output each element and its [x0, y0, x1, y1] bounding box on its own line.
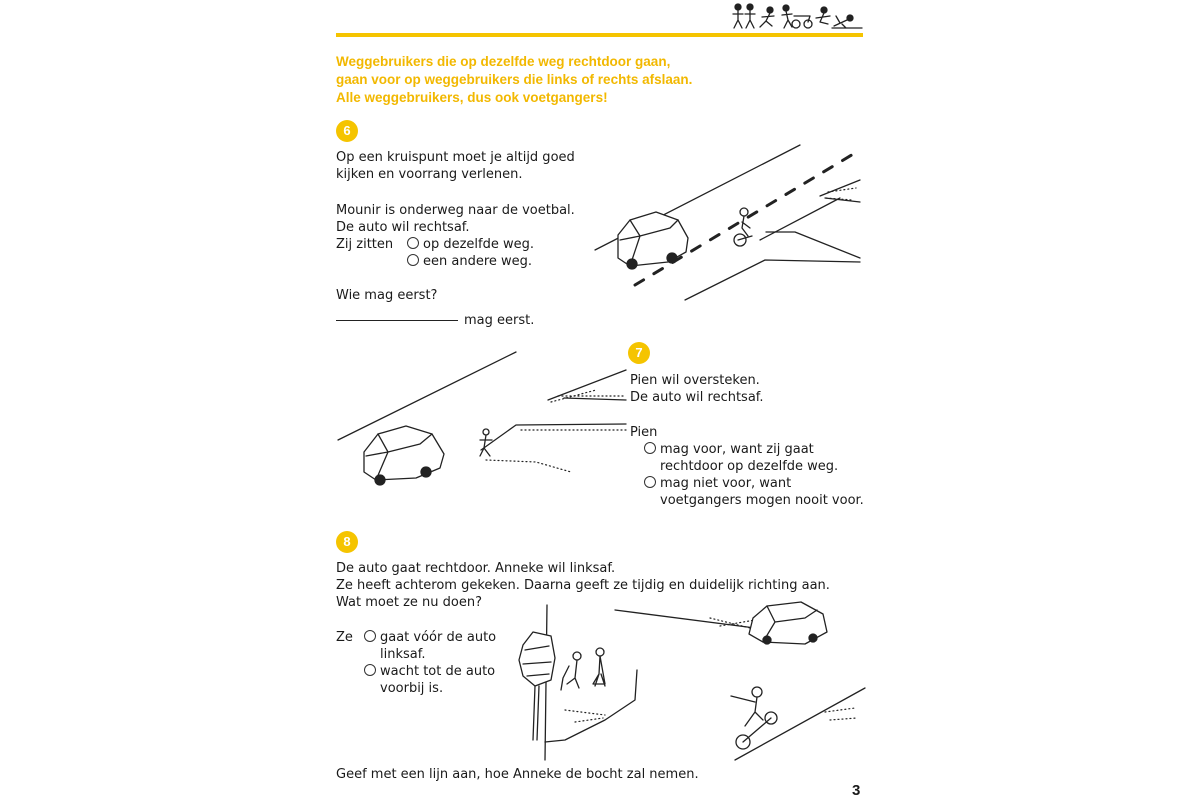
q7-option-1[interactable]: [644, 441, 814, 458]
q6-line-1: Op een kruispunt moet je altijd goed: [336, 150, 575, 165]
question-number-6: 6: [336, 120, 358, 142]
q6-line-4: De auto wil rechtsaf.: [336, 220, 470, 235]
radio-button[interactable]: [407, 237, 419, 249]
q7-option-2-line-2: voetgangers mogen nooit voor.: [660, 493, 864, 508]
radio-button[interactable]: [364, 630, 376, 642]
q8-prefix: Ze: [336, 630, 353, 645]
q7-option-1-line-2: rechtdoor op dezelfde weg.: [660, 459, 839, 474]
q7-subject: Pien: [630, 425, 658, 440]
question-number-7: 7: [628, 342, 650, 364]
q6-option-1[interactable]: [407, 236, 534, 253]
radio-button[interactable]: [407, 254, 419, 266]
rule-line: Alle weggebruikers, dus ook voetgangers!: [336, 90, 608, 105]
q6-line-3: Mounir is onderweg naar de voetbal.: [336, 203, 575, 218]
crossing-car-cyclist-illustration: [590, 140, 870, 305]
q6-answer: [336, 312, 534, 329]
header-figures-icon: [724, 2, 864, 30]
q6-line-2: kijken en voorrang verlenen.: [336, 167, 523, 182]
rule-line: gaan voor op weggebruikers die links of rechts afslaan.: [336, 72, 693, 87]
traffic-rule-box: [336, 53, 856, 107]
q7-line-1: Pien wil oversteken.: [630, 373, 760, 388]
q8-option-2-label: wacht tot de auto: [380, 664, 496, 679]
q8-option-2[interactable]: [364, 663, 495, 680]
q7-option-2[interactable]: [644, 475, 791, 492]
radio-button[interactable]: [364, 664, 376, 676]
q8-option-2-line-2: voorbij is.: [380, 681, 444, 696]
q6-option-2[interactable]: [407, 253, 532, 270]
question-number-8: 8: [336, 531, 358, 553]
q8-line-1: De auto gaat rechtdoor. Anneke wil linksaf.: [336, 561, 616, 576]
q7-line-2: De auto wil rechtsaf.: [630, 390, 764, 405]
crossing-car-pedestrian-illustration: [336, 350, 626, 500]
q8-instruction: Geef met een lijn aan, hoe Anneke de bocht zal nemen.: [336, 767, 699, 782]
radio-button[interactable]: [644, 476, 656, 488]
q6-option-2-label: een andere weg.: [423, 254, 533, 269]
q6-option-1-label: op dezelfde weg.: [423, 237, 534, 252]
q8-line-2: Ze heeft achterom gekeken. Daarna geeft ze tijdig en duidelijk richting aan.: [336, 578, 830, 593]
header-rule: [336, 33, 863, 37]
page-number: 3: [852, 782, 861, 799]
q8-option-1-label: gaat vóór de auto: [380, 630, 497, 645]
answer-blank-line[interactable]: [336, 320, 458, 321]
radio-button[interactable]: [644, 442, 656, 454]
rule-line: Weggebruikers die op dezelfde weg rechtdoor gaan,: [336, 54, 671, 69]
q8-option-1[interactable]: [364, 629, 496, 646]
q8-option-1-line-2: linksaf.: [380, 647, 426, 662]
q7-option-1-label: mag voor, want zij gaat: [660, 442, 814, 457]
q6-prefix: Zij zitten: [336, 237, 394, 252]
q7-option-2-label: mag niet voor, want: [660, 476, 792, 491]
q6-answer-suffix: mag eerst.: [464, 313, 535, 328]
q6-question: Wie mag eerst?: [336, 288, 438, 303]
q8-line-3: Wat moet ze nu doen?: [336, 595, 482, 610]
crossing-car-cyclist-tree-illustration: [505, 600, 870, 760]
